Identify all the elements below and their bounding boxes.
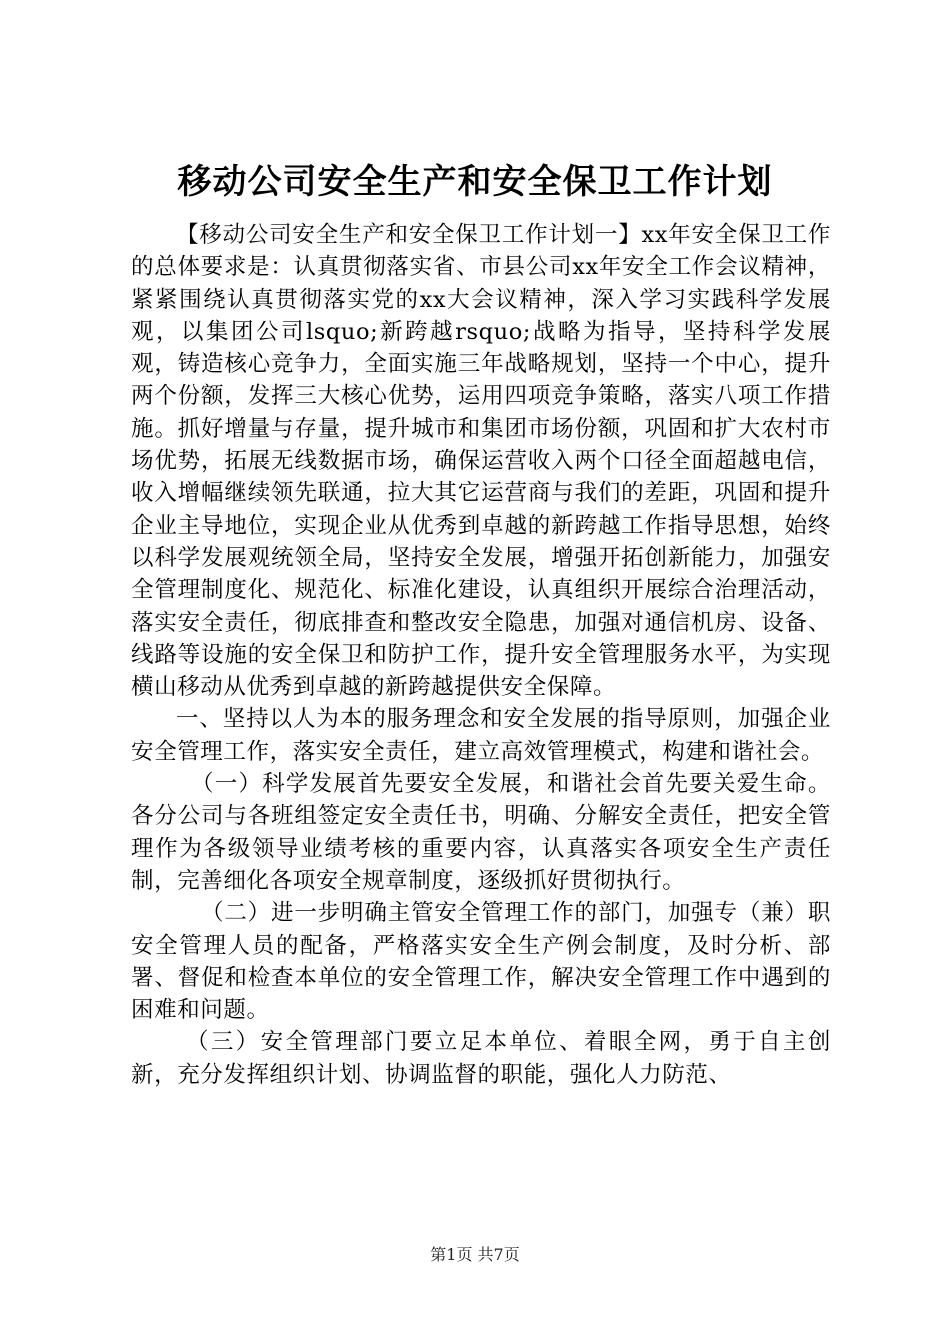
paragraph-intro: 【移动公司安全生产和安全保卫工作计划一】xx年安全保卫工作的总体要求是：认真贯彻落实省、市县公司xx年安全工作会议精神，紧紧围绕认真贯彻落实党的xx大会议精神，深入学习实践科学发展观，以集团公司lsquo;新跨越rsquo;战略为指导，坚持科学发展观，铸造核心竞争力，全面实施三年战略规划，坚持一个中心，提升两个份额，发挥三大核心优势，运用四项竞争策略，落实八项工作措施。抓好增量与存量，提升城市和集团市场份额，巩固和扩大农村市场优势，拓展无线数据市场，确保运营收入两个口径全面超越电信，收入增幅继续领先联通，拉大其它运营商与我们的差距，巩固和提升企业主导地位，实现企业从优秀到卓越的新跨越工作指导思想，始终以科学发展观统领全局，坚持安全发展，增强开拓创新能力，加强安全管理制度化、规范化、标准化建设，认真组织开展综合治理活动，落实安全责任，彻底排查和整改安全隐患，加强对通信机房、设备、线路等设施的安全保卫和防护工作，提升安全管理服务水平，为实现横山移动从优秀到卓越的新跨越提供安全保障。 [131, 222, 831, 701]
document-title: 移动公司安全生产和安全保卫工作计划 [177, 162, 773, 202]
page-number-footer: 第1页 共7页 [430, 1245, 520, 1264]
paragraph-item-2: （二）进一步明确主管安全管理工作的部门，加强专（兼）职安全管理人员的配备，严格落实安全生产例会制度，及时分析、部署、督促和检查本单位的安全管理工作，解决安全管理工作中遇到的困难和问题。 [131, 900, 831, 1024]
paragraph-section-1: 一、坚持以人为本的服务理念和安全发展的指导原则，加强企业安全管理工作，落实安全责任，建立高效管理模式，构建和谐社会。 [131, 706, 831, 765]
paragraph-item-1: （一）科学发展首先要安全发展，和谐社会首先要关爱生命。各分公司与各班组签定安全责任书，明确、分解安全责任，把安全管理作为各级领导业绩考核的重要内容，认真落实各项安全生产责任制，完善细化各项安全规章制度，逐级抓好贯彻执行。 [131, 771, 831, 894]
paragraph-item-3: （三）安全管理部门要立足本单位、着眼全网，勇于自主创新，充分发挥组织计划、协调监督的职能，强化人力防范、 [131, 1029, 831, 1088]
document-body [131, 219, 831, 1091]
